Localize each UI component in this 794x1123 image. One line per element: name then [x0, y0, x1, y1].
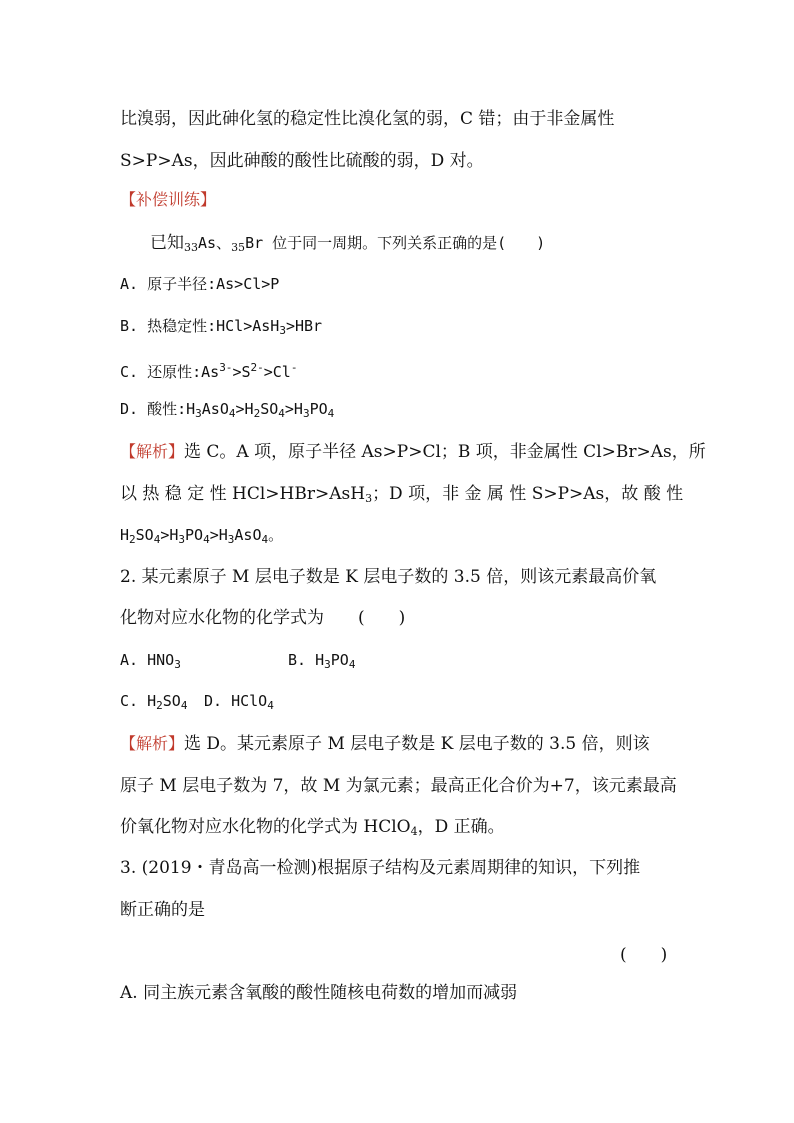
analysis-1-line-1: 【解析】选 C。A 项，原子半径 As>P>Cl；B 项，非金属性 Cl>Br>As，所: [120, 442, 706, 462]
question-3-stem-line-2: 断正确的是: [120, 900, 205, 920]
question-3-answer-parens: ( ): [620, 945, 668, 965]
analysis-1-line-3: $H_2SO_4>H_3PO_4>H_3AsO_4$。: [120, 526, 284, 546]
question-1-stem: 已知$_{33}$As、$_{35}$Br 位于同一周期。下列关系正确的是( ): [150, 233, 546, 254]
question-2-stem-line-1: 2. 某元素原子 M 层电子数是 K 层电子数的 3.5 倍，则该元素最高价氧: [120, 567, 657, 587]
analysis-tag: 【解析】: [120, 734, 185, 753]
analysis-2-line-1: 【解析】选 D。某元素原子 M 层电子数是 K 层电子数的 3.5 倍，则该: [120, 734, 650, 754]
question-3-stem-line-1: 3. (2019・青岛高一检测)根据原子结构及元素周期律的知识，下列推: [120, 858, 641, 878]
question-2-stem-line-2: 化物对应水化物的化学式为 ( ): [120, 608, 406, 628]
question-1-option-c: C. 还原性$:As^{3-}>S^{2-}>Cl^-$: [120, 361, 298, 381]
question-2-option-c: C. $H_2SO_4$: [120, 692, 188, 712]
question-1-option-d: D. 酸性$:H_3AsO_4>H_2SO_4>H_3PO_4$: [120, 400, 335, 420]
question-1-option-a: A. 原子半径:As>Cl>P: [120, 275, 280, 293]
analysis-tag: 【解析】: [120, 442, 185, 461]
question-1-option-b: B. 热稳定性:HCl>AsH$_3$>HBr: [120, 317, 323, 337]
analysis-1-line-2: 以 热 稳 定 性 HCl>HBr>AsH$_3$；D 项，非 金 属 性 S>P>As，故 酸 性: [120, 484, 684, 505]
text-line: S>P>As，因此砷酸的酸性比硫酸的弱，D 对。: [120, 151, 484, 171]
question-3-option-a: A. 同主族元素含氧酸的酸性随核电荷数的增加而减弱: [120, 983, 518, 1003]
analysis-2-line-2: 原子 M 层电子数为 7，故 M 为氯元素；最高正化合价为+7，该元素最高: [120, 776, 677, 796]
question-2-option-b: B. $H_3PO_4$: [288, 651, 356, 671]
text-line: 比溴弱，因此砷化氢的稳定性比溴化氢的弱，C 错；由于非金属性: [120, 109, 615, 129]
question-2-option-a: A. $HNO_3$: [120, 651, 181, 671]
compensate-training-tag: 【补偿训练】: [120, 190, 217, 209]
analysis-2-line-3: 价氧化物对应水化物的化学式为 HClO$_4$，D 正确。: [120, 817, 505, 838]
question-2-option-d: D. HClO$_4$: [204, 692, 274, 712]
